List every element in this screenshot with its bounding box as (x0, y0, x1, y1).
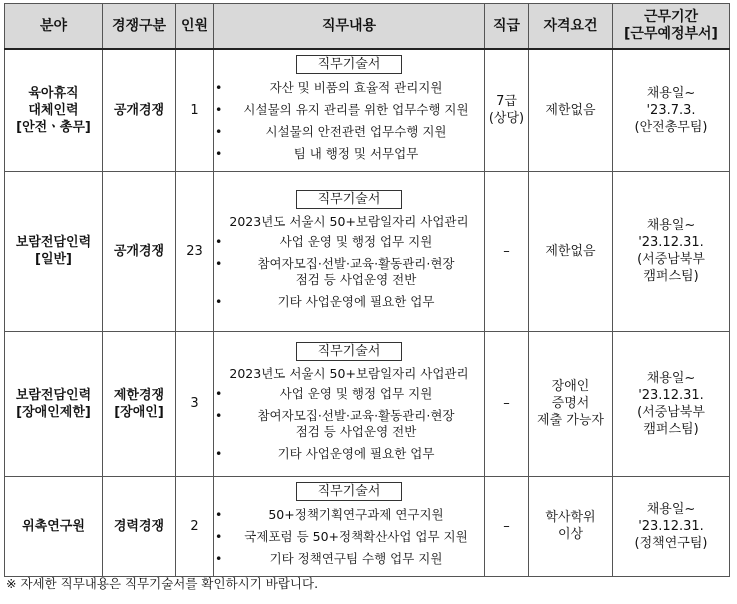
duty-item (214, 526, 484, 548)
field-line: 보람전담인력 (15, 235, 92, 250)
headcount-cell: 2 (176, 476, 214, 576)
duty-item (214, 231, 484, 253)
duty-item (214, 253, 484, 291)
duties-list (214, 504, 484, 570)
qualification-cell (529, 49, 613, 171)
footnote: ※ 자세한 직무내용은 직무기술서를 확인하시기 바랍니다. (6, 576, 319, 591)
grade-line: – (503, 243, 510, 259)
field-cell (5, 331, 103, 476)
header-competition: 경쟁구분 (103, 4, 176, 50)
qualification-line: 제한없음 (545, 102, 596, 118)
duty-item (214, 77, 484, 99)
duties-cell (214, 171, 485, 331)
recruitment-table (4, 3, 730, 577)
duty-item (214, 443, 484, 465)
field-line: [장애인제한] (16, 404, 91, 420)
header-period-line1: 근무기간 (643, 9, 699, 25)
field-cell (5, 49, 103, 171)
duty-text: 기타 사업운영에 필요한 업무 (277, 446, 435, 461)
period-cell (613, 171, 730, 331)
field-line: [안전ㆍ총무] (16, 119, 91, 135)
period-cell (613, 49, 730, 171)
grade-cell (485, 171, 529, 331)
duty-text: 국제포럼 등 50+정책확산사업 업무 지원 (244, 529, 468, 544)
bullet-icon: • (215, 233, 223, 249)
header-row (5, 4, 730, 50)
period-line: (정책연구팀) (634, 535, 708, 551)
competition-line: 공개경쟁 (113, 243, 165, 259)
period-line: 채용일~ (646, 501, 696, 517)
header-qualification: 자격요건 (529, 4, 613, 50)
duties-cell (214, 476, 485, 576)
headcount-cell: 23 (176, 171, 214, 331)
header-grade: 직급 (485, 4, 529, 50)
bullet-icon: • (215, 507, 223, 522)
duty-text: 자산 및 비품의 효율적 관리지원 (269, 80, 443, 96)
duty-text: 기타 사업운영에 필요한 업무 (277, 293, 435, 309)
qualification-line: 이상 (557, 527, 584, 542)
duty-item (214, 143, 484, 165)
duty-text: 기타 정책연구팀 수행 업무 지원 (269, 551, 443, 566)
duties-cell (214, 331, 485, 476)
job-description-box: 직무기술서 (296, 342, 402, 361)
competition-line: [장애인] (114, 404, 164, 420)
bullet-icon: • (215, 146, 223, 162)
duty-text: 팀 내 행정 및 서무업무 (293, 146, 419, 162)
period-cell (613, 331, 730, 476)
period-line: 채용일~ (646, 85, 696, 101)
period-line: 채용일~ (646, 218, 696, 233)
header-field: 분야 (5, 4, 103, 50)
grade-line: 7급 (496, 94, 517, 110)
duty-item (214, 383, 484, 405)
duty-item (214, 99, 484, 121)
header-period (613, 4, 730, 50)
period-line: 캠퍼스팀) (643, 269, 699, 284)
qualification-line: 제출 가능자 (537, 413, 604, 428)
grade-cell (485, 331, 529, 476)
qualification-line: 장애인 (551, 379, 590, 394)
competition-line: 공개경쟁 (113, 102, 165, 118)
duty-text: 사업 운영 및 행정 업무 지원 (279, 233, 433, 249)
bullet-icon: • (215, 80, 223, 96)
period-line: '23.7.3. (646, 102, 696, 118)
bullet-icon: • (215, 551, 223, 566)
bullet-icon: • (215, 293, 223, 309)
period-line: (서중남북부 (637, 404, 705, 420)
duties-cell (214, 49, 485, 171)
duty-item (214, 405, 484, 443)
period-cell (613, 476, 730, 576)
qualification-line: 증명서 (551, 396, 590, 411)
grade-line: (상당) (488, 111, 525, 127)
field-line: [일반] (35, 252, 72, 267)
duties-intro: 2023년도 서울시 50+보람일자리 사업관리 (229, 366, 469, 381)
field-line: 육아휴직 (28, 85, 79, 101)
duty-text: 시설물의 안전관련 업무수행 지원 (265, 124, 447, 140)
duty-item (214, 504, 484, 526)
period-line: (안전총무팀) (634, 119, 708, 135)
bullet-icon: • (215, 529, 223, 544)
duty-text: 점검 등 사업운영 전반 (295, 424, 417, 439)
competition-cell (103, 49, 176, 171)
field-line: 대체인력 (28, 102, 79, 118)
period-line: (서중남북부 (637, 252, 705, 267)
table-row (5, 49, 730, 171)
duty-text: 참여자모집·선발·교육·활동관리·현장 (257, 255, 455, 271)
qualification-cell (529, 171, 613, 331)
header-headcount: 인원 (176, 4, 214, 50)
field-cell (5, 476, 103, 576)
duty-text: 사업 운영 및 행정 업무 지원 (279, 386, 433, 401)
field-line: 보람전담인력 (15, 387, 92, 403)
bullet-icon: • (215, 124, 223, 140)
table-row (5, 476, 730, 576)
period-line: '23.12.31. (638, 235, 704, 250)
period-line: 채용일~ (646, 370, 696, 386)
duty-text: 시설물의 유지 관리를 위한 업무수행 지원 (243, 102, 469, 118)
duties-list (214, 231, 484, 313)
header-period-line2: [근무예정부서] (624, 26, 718, 42)
table-row (5, 331, 730, 476)
period-line: '23.12.31. (638, 518, 704, 534)
grade-cell (485, 49, 529, 171)
bullet-icon: • (215, 102, 223, 118)
competition-cell (103, 331, 176, 476)
bullet-icon: • (215, 386, 223, 401)
field-cell (5, 171, 103, 331)
competition-cell (103, 476, 176, 576)
bullet-icon: • (215, 446, 223, 461)
qualification-cell (529, 331, 613, 476)
competition-line: 경력경쟁 (113, 518, 165, 534)
field-line: 위촉연구원 (22, 518, 85, 534)
headcount-cell: 3 (176, 331, 214, 476)
headcount-cell: 1 (176, 49, 214, 171)
duty-item (214, 548, 484, 570)
grade-line: – (503, 518, 510, 534)
competition-line: 제한경쟁 (113, 387, 165, 403)
table-row (5, 171, 730, 331)
qualification-cell (529, 476, 613, 576)
duty-text: 점검 등 사업운영 전반 (295, 271, 417, 287)
duty-text: 참여자모집·선발·교육·활동관리·현장 (257, 408, 455, 423)
job-description-box: 직무기술서 (296, 190, 402, 209)
grade-line: – (503, 396, 510, 411)
duties-list (214, 77, 484, 165)
duty-text: 50+정책기획연구과제 연구지원 (268, 507, 444, 522)
competition-cell (103, 171, 176, 331)
duty-item (214, 121, 484, 143)
grade-cell (485, 476, 529, 576)
duties-intro: 2023년도 서울시 50+보람일자리 사업관리 (229, 213, 469, 229)
period-line: 캠퍼스팀) (643, 421, 699, 437)
bullet-icon: • (215, 408, 223, 423)
job-description-box: 직무기술서 (296, 55, 402, 74)
qualification-line: 학사학위 (545, 510, 596, 525)
header-duties: 직무내용 (214, 4, 485, 50)
duty-item (214, 291, 484, 313)
qualification-line: 제한없음 (545, 243, 596, 259)
period-line: '23.12.31. (638, 387, 704, 403)
duties-list (214, 383, 484, 465)
bullet-icon: • (215, 255, 223, 271)
job-description-box: 직무기술서 (296, 482, 402, 501)
